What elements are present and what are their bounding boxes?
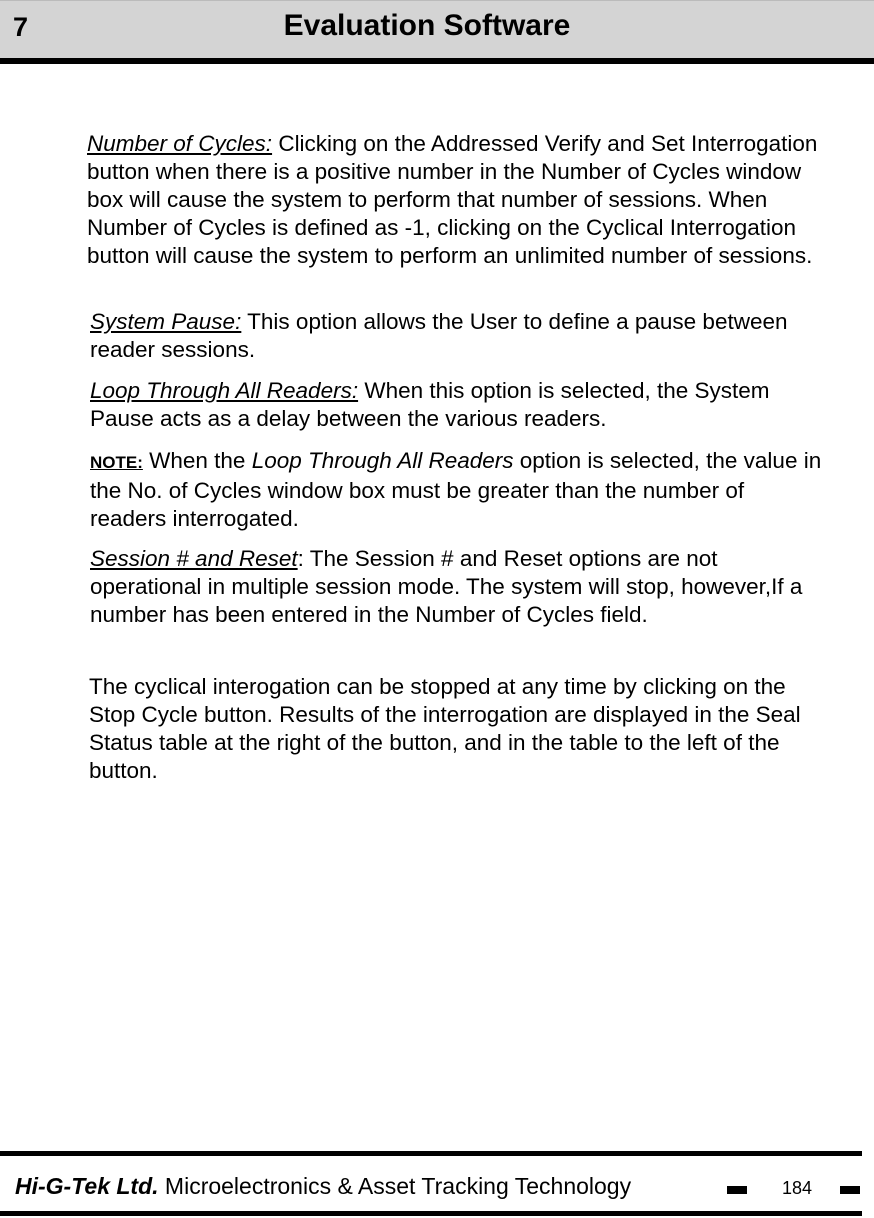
system-pause-term: System Pause:: [90, 309, 242, 334]
page-number: 184: [782, 1178, 813, 1198]
number-of-cycles-term: Number of Cycles:: [87, 131, 273, 156]
chapter-title: Evaluation Software: [283, 9, 571, 42]
stop-cycle-paragraph: [89, 673, 834, 785]
footer-rule-top: [0, 1151, 862, 1156]
session-reset-text: : The Session # and Reset options are not operational in multiple session mode. The system will stop, however,If a number has been entered in the Number of Cycles field.: [90, 546, 803, 627]
note-emphasis: Loop Through All Readers: [251, 448, 514, 473]
loop-through-readers-paragraph: [90, 377, 790, 433]
footer-company: Hi-G-Tek Ltd.: [15, 1173, 159, 1199]
header-rule: [0, 58, 874, 64]
note-text-a: When the: [142, 448, 252, 473]
chapter-number: 7: [13, 12, 29, 42]
number-of-cycles-text: Clicking on the Addressed Verify and Set Interrogation button when there is a positive number in the Number of Cycles window box will cause the system to perform that number of sessions. When Number of Cycles is defined as -1, clicking on the Cyclical Interrogation button will cause the system to perform an unlimited number of sessions.: [87, 131, 818, 268]
chapter-header: [0, 0, 874, 59]
session-reset-term: Session # and Reset: [90, 546, 298, 571]
footer-rule-bottom: [0, 1211, 862, 1216]
stop-cycle-text: The cyclical interogation can be stopped at any time by clicking on the Stop Cycle button. Results of the interrogation are displayed in the Seal Status table at the right of the button, and in the table to the left of the button.: [89, 674, 801, 783]
loop-through-readers-term: Loop Through All Readers:: [90, 378, 359, 403]
number-of-cycles-paragraph: [87, 130, 837, 270]
session-reset-paragraph: [90, 545, 805, 629]
footer-dash-left: [727, 1186, 747, 1194]
footer-dash-right: [840, 1186, 860, 1194]
note-paragraph: [90, 447, 825, 533]
footer-tagline: Microelectronics & Asset Tracking Technology: [158, 1173, 632, 1199]
system-pause-paragraph: [90, 308, 790, 364]
system-pause-text: This option allows the User to define a pause between reader sessions.: [90, 309, 788, 362]
loop-through-readers-text: When this option is selected, the System Pause acts as a delay between the various readers.: [90, 378, 770, 431]
footer-text: [15, 1173, 631, 1200]
note-text-b: option is selected, the value in the No. of Cycles window box must be greater than the number of readers interrogated.: [90, 448, 822, 531]
note-label: NOTE:: [90, 453, 143, 472]
